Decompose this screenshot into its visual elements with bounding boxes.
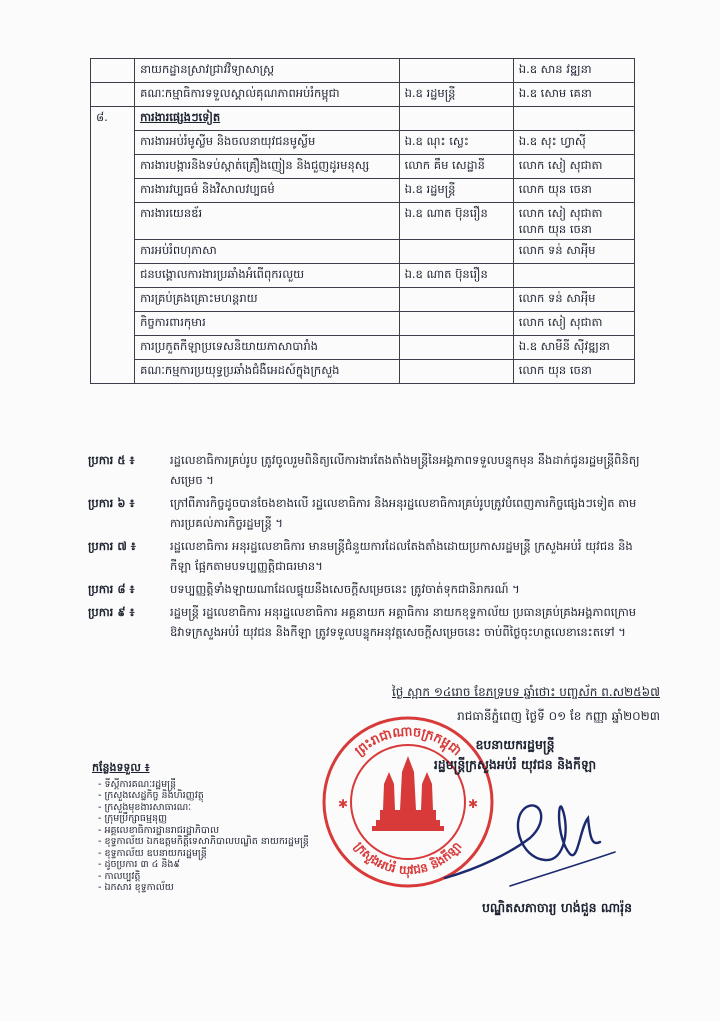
task-cell: ការងារបង្ការនិងទប់ស្កាត់គ្រឿងញៀន និងជួញដូរមនុស្ស (135, 155, 399, 179)
articles-section (88, 450, 648, 645)
lead-cell: ឯ.ឧ ណាត ប៊ុនរឿន (399, 203, 513, 240)
list-item: - ក្រសួងសេដ្ឋកិច្ច និងហិរញ្ញវត្ថុ (98, 790, 204, 801)
task-cell: ការប្រកួតកីឡាប្រទេសនិយាយភាសាបារាំង (135, 336, 399, 360)
article-text: ក្រៅពីភារកិច្ចដូចបានចែងខាងលើ រដ្ឋលេខាធិការ និងអនុរដ្ឋលេខាធិការគ្រប់រូបត្រូវបំពេញភារកិច្ចផ្សេងៗទៀត តាមការប្រគល់ភារកិច្ចរដ្ឋមន្ត្រី ។ (170, 496, 637, 530)
assistant-name: លោក សៀ សុជាតា (518, 206, 603, 220)
row-number-cell (91, 59, 135, 83)
article-label: ប្រការ ៧ ៖ (88, 539, 136, 553)
signature-stroke (510, 852, 615, 886)
assistant-cell: លោក ទន់ សាអុីម (513, 288, 634, 312)
signer-name: បណ្ឌិតសភាចារ្យ ហង់ជួន ណារ៉ុន (482, 900, 633, 915)
list-item: - ទីស្តីការគណៈរដ្ឋមន្ត្រី (98, 778, 177, 790)
table-row (91, 83, 635, 107)
list-item: - អគ្គលេខាធិការដ្ឋានរាជរដ្ឋាភិបាល (98, 824, 220, 836)
lead-cell: ឯ.ឧ ណុះ ស្លេះ (399, 131, 513, 155)
article-label: ប្រការ ៨ ៖ (88, 582, 135, 596)
handwritten-signature (440, 768, 670, 898)
list-item: - ក្រសួងមុខងារសាធារណៈ (98, 801, 192, 813)
task-cell: គណៈកម្មាធិការទទួលស្គាល់គុណភាពអប់រំកម្ពុជា (135, 83, 399, 107)
lunar-date: ថ្ងៃ ស្អាក ១៤រោច ខែភទ្របទ ឆ្នាំថោះ បញ្ចស័ក ព.ស២៥៦៧ (391, 685, 660, 699)
table-row (91, 360, 635, 384)
lead-cell: ឯ.ឧ រដ្ឋមន្ត្រី (399, 83, 513, 107)
lead-cell (399, 59, 513, 83)
seal-top-text: ព្រះរាជាណាចក្រកម្ពុជា (352, 724, 464, 760)
task-cell: ការគ្រប់គ្រងគ្រោះមហន្តរាយ (135, 288, 399, 312)
article-label: ប្រការ ៦ ៖ (88, 496, 135, 510)
task-cell: ការងារអប់រំមូស្លីម និងចលនាយុវជនមូស្លីម (135, 131, 399, 155)
signatory-title-line2: រដ្ឋមន្ត្រីក្រសួងអប់រំ យុវជន និងកីឡា (433, 757, 597, 772)
lead-cell (399, 107, 513, 131)
section-title: ការងារផ្សេងៗទៀត (135, 107, 399, 131)
list-item: - ខុទ្ទកាល័យ ឧបនាយករដ្ឋមន្ត្រី (98, 847, 207, 859)
table-row (91, 179, 635, 203)
assistant-cell: លោក សៀ សុជាតា (513, 155, 634, 179)
responsibility-table (90, 58, 635, 384)
task-cell: ការអប់រំពហុភាសា (135, 240, 399, 264)
table-row (91, 264, 635, 288)
seal-star-icon: ✱ (468, 797, 479, 811)
article-7 (88, 536, 648, 576)
table-row (91, 240, 635, 264)
assistant-cell: ឯ.ឧ សាន វឌ្ឍនា (513, 59, 634, 83)
article-5 (88, 450, 648, 490)
lead-cell (399, 288, 513, 312)
article-text: រដ្ឋមន្ត្រី រដ្ឋលេខាធិការ អនុរដ្ឋលេខាធិការ អគ្គនាយក អគ្គាធិការ នាយកខុទ្ទកាល័យ ប្រធានគ្រប់គ្រងអង្គភាពក្រោមឱវាទក្រសួងអប់រំ យុវជន និងកីឡា ត្រូវទទួលបន្ទុកអនុវត្តសេចក្តីសម្រេចនេះ ចាប់ពីថ្ងៃចុះហត្ថលេខានេះតទៅ ។ (170, 605, 637, 639)
lead-cell: លោក គឹម សេដ្ឋានី (399, 155, 513, 179)
list-item: - ក្រុមប្រឹក្សាធម្មនុញ្ញ (98, 813, 168, 824)
table-section-row (91, 107, 635, 131)
list-item: - កាលប្បវត្តិ (98, 870, 141, 882)
article-text: រដ្ឋលេខាធិការគ្រប់រូប ត្រូវចូលរួមពិនិត្យលើការងារតែងតាំងមន្ត្រីនៃអង្គភាពទទួលបន្ទុកមុន នឹងដាក់ជូនរដ្ឋមន្ត្រីពិនិត្យសម្រេច ។ (170, 453, 640, 487)
table-row (91, 131, 635, 155)
article-9 (88, 602, 648, 642)
seal-star-icon: ✱ (338, 797, 349, 811)
assistant-cell: លោក ទន់ សាអុីម (513, 240, 634, 264)
task-cell: ការងារយេនឌ័រ (135, 203, 399, 240)
signature-stroke (445, 805, 600, 878)
section-number: ៨. (91, 107, 135, 384)
lead-cell: ឯ.ឧ រដ្ឋមន្ត្រី (399, 179, 513, 203)
article-text: រដ្ឋលេខាធិការ អនុរដ្ឋលេខាធិការ មានមន្ត្រីជំនួយការដែលតែងតាំងដោយប្រកាសរដ្ឋមន្ត្រី ក្រសួងអប់រំ យុវជន និងកីឡា ផ្អែកតាមបទប្បញ្ញត្តិជាធរមាន។ (170, 539, 633, 573)
lead-cell: ឯ.ឧ ណាត ប៊ុនរឿន (399, 264, 513, 288)
lead-cell (399, 312, 513, 336)
row-number-cell (91, 83, 135, 107)
article-6 (88, 493, 648, 533)
assistant-cell: ឯ.ឧ សាមីនី ស៊ីវឌ្ឍនា (513, 336, 634, 360)
solar-date: រាជធានីភ្នំពេញ ថ្ងៃទី ០១ ខែ កញ្ញា ឆ្នាំ២០២៣ (457, 709, 660, 723)
assistant-cell: លោក សៀ សុជាតា (513, 312, 634, 336)
table-row (91, 155, 635, 179)
task-cell: ជនបង្គោលការងារប្រឆាំងអំពើពុករលួយ (135, 264, 399, 288)
assistant-cell: ឯ.ឧ សុះ ហ្វាស៊ី (513, 131, 634, 155)
assistant-cell (513, 264, 634, 288)
table-row (91, 336, 635, 360)
task-cell: គណៈកម្មការប្រយុទ្ធប្រឆាំងជំងឺអេដស៍ក្នុងក្រសួង (135, 360, 399, 384)
lead-cell (399, 360, 513, 384)
article-8 (88, 579, 648, 599)
list-item: - ខុទ្ទកាល័យ ឯកឧត្តមកិត្តិទេសាភិបាលបណ្ឌិត នាយករដ្ឋមន្ត្រី (98, 836, 309, 847)
assistant-cell: លោក យុន ចេនា (513, 179, 634, 203)
article-text: បទប្បញ្ញត្តិទាំងឡាយណាដែលផ្ទុយនឹងសេចក្តីសម្រេចនេះ ត្រូវចាត់ទុកជានិរាករណ៍ ។ (170, 582, 520, 596)
table-row (91, 288, 635, 312)
task-cell: នាយកដ្ឋានស្រាវជ្រាវវិទ្យាសាស្ត្រ (135, 59, 399, 83)
lead-cell (399, 240, 513, 264)
task-cell: ការងារវប្បធម៌ និងវិសាលវប្បធម៌ (135, 179, 399, 203)
assistant-cell (513, 107, 634, 131)
table-row (91, 59, 635, 83)
list-item: - ឯកសារ ខុទ្ទកាល័យ (98, 882, 174, 893)
assistant-cell: លោក យុន ចេនា (513, 360, 634, 384)
table-row (91, 312, 635, 336)
assistant-name: លោក យុន ចេនា (518, 222, 592, 236)
recipients-title: កន្លែងទទួល ៖ (92, 761, 150, 774)
article-label: ប្រការ ៩ ៖ (88, 605, 135, 619)
signatory-title-line1: ឧបនាយករដ្ឋមន្ត្រី (475, 737, 555, 752)
assistant-cell: ឯ.ឧ សោម គេនា (513, 83, 634, 107)
article-label: ប្រការ ៥ ៖ (88, 453, 135, 467)
list-item: - ដូចប្រការ ៣ ៤ និង៩ (98, 859, 181, 870)
assistant-cell (513, 203, 634, 240)
lead-cell (399, 336, 513, 360)
recipients-list (92, 762, 309, 894)
task-cell: កិច្ចការពារកុមារ (135, 312, 399, 336)
seal-bottom-text: ក្រសួងអប់រំ យុវជន និងកីឡា (351, 839, 465, 878)
table-row (91, 203, 635, 240)
